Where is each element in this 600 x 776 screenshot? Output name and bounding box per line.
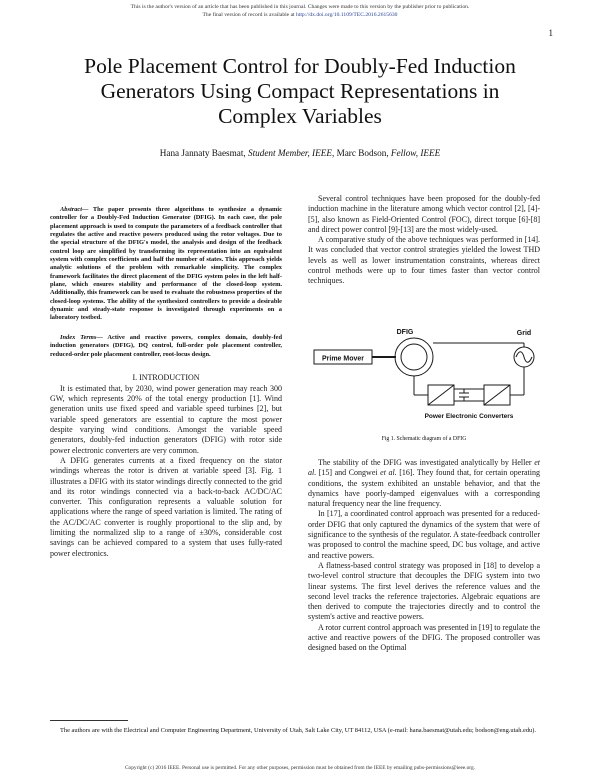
page-number: 1 xyxy=(548,28,553,38)
abstract-dash: — xyxy=(82,206,93,213)
abstract xyxy=(50,206,282,323)
section-heading-introduction: I. INTRODUCTION xyxy=(132,372,200,382)
footnote-divider xyxy=(50,720,128,721)
right-paragraph-5: A flatness-based control strategy was proposed in [18] to develop a two-level control structure that decouples the DFIG system into two linear systems. The first level derives the reference values and the second level tracks the reference trajectories. Algebraic equations are then derived to compute the trajectories directly and to control the system's active and reactive powers. xyxy=(308,560,540,622)
dfig-label: DFIG xyxy=(396,329,414,336)
right-paragraph-6: A rotor current control approach was presented in [19] to regulate the active and reactive powers of the DFIG. The proposed controller was designed based on the Optimal xyxy=(308,622,540,653)
dfig-rotor-circle xyxy=(401,344,427,370)
converter-2-diagonal xyxy=(484,385,510,405)
right-p3-etal-2: et al. xyxy=(380,468,397,478)
index-terms-text: Active and reactive powers, complex domain, doubly-fed induction generators (DFIG), DQ control, full-order pole placement controller, reduced-order pole placement controller, root-locus design. xyxy=(50,333,283,358)
figure-caption: Fig 1. Schematic diagram of a DFIG xyxy=(381,436,467,442)
right-p3-etal-1: et al. xyxy=(308,458,540,478)
right-p3-mid: [15] and Congwei xyxy=(316,468,381,478)
publication-notice xyxy=(0,4,600,11)
author-role-1: Student Member, IEEE xyxy=(248,148,332,158)
author-line xyxy=(60,148,540,158)
left-column xyxy=(50,206,282,559)
abstract-label: Abstract xyxy=(60,206,83,213)
right-paragraph-3 xyxy=(308,458,540,509)
author-role-2: Fellow, IEEE xyxy=(390,148,441,158)
doi-link[interactable]: http://dx.doi.org/10.1109/TEC.2016.2615630 xyxy=(296,12,398,18)
right-p3-pre: The stability of the DFIG was investigated analytically by Heller xyxy=(318,458,535,467)
right-p3-post: [16]. They found that, for certain operating conditions, the system exhibited an unstable behavior, and that the dynamics have poorly-damped eigenvalues with a corresponding natural frequency near the line frequency. xyxy=(308,468,540,509)
index-terms-label: Index Terms xyxy=(60,333,97,341)
publication-notice-text: This is the author's version of an article that has been published in this journal. Changes were made to this version by the publisher prior to publication. xyxy=(130,4,470,10)
grid-sine-wave xyxy=(516,352,532,363)
converter-label: Power Electronic Converters xyxy=(424,413,514,420)
paper-title: Pole Placement Control for Doubly-Fed Induction Generators Using Compact Representations in Complex Variables xyxy=(84,54,516,128)
right-column-bottom xyxy=(308,458,540,654)
intro-paragraph-1: It is estimated that, by 2030, wind power generation may reach 300 GW, which represents 20% of the total energy production [1]. Wind generation units use fixed speed and variable speed turbines [2], but variable speed generators are essential to capture the most power despite varying wind conditions. Amongst the variable speed generators, doubly-fed induction generators (DFIG) with rotor side power electronic converters are very common. xyxy=(50,383,282,455)
prime-mover-label: Prime Mover xyxy=(321,355,365,363)
right-paragraph-4: In [17], a coordinated control approach was presented for a reduced-order DFIG that only captured the dynamics of the system that were of significance to the synthesis of the regulator. A state-feedback controller was proposed to control the machine speed, DC bus voltage, and active and reactive powers. xyxy=(308,509,540,560)
copyright-notice: Copyright (c) 2016 IEEE. Personal use is permitted. For any other purposes, permission must be obtained from the IEEE by emailing pubs-permissions@ieee.org. xyxy=(124,765,476,771)
intro-paragraph-2: A DFIG generates currents at a fixed frequency on the stator windings whereas the rotor is driven at variable speed [3]. Fig. 1 illustrates a DFIG with its stator windings directly connected to the grid and its rotor windings connected via a back-to-back AC/DC/AC converter. This configuration represents a valuable solution for applications where the range of speed variation is limited. The rating of the AC/DC/AC converter is roughly proportional to the slip and, by limiting the normalized slip to a range of ±30%, considerable cost savings can be achieved compared to a system that uses fully-rated power electronics. xyxy=(50,455,282,558)
abstract-text: The paper presents three algorithms to synthesize a dynamic controller for a Doubly-Fed Induction Generator (DFIG). In each case, the pole placement approach is used to compute the parameters of a feedback controller that regulates the active and reactive powers produced using the rotor voltages. Due to the special structure of the DFIG's model, the analysis and design of the feedback control loop are simplified by transforming its representation into an equivalent system with complex coefficients and half the number of states. This approach yields analytic solutions of the problem with remarkable simplicity. The complex framework facilitates the direct placement of the DFIG system poles in the left half-plane, which ensures stability and performance of the closed-loop system. Additionally, this framework can be used to evaluate the robustness properties of the closed-loop systems. The ability of the synthesized controllers to provide a desirable dynamic and steady-state response is investigated through experiments on a laboratory testbed. xyxy=(50,206,282,322)
converter-1-diagonal xyxy=(428,385,454,405)
right-column-top xyxy=(308,194,540,287)
index-terms xyxy=(50,334,282,359)
author-name-1: Hana Jannaty Baesmat, xyxy=(159,148,249,158)
author-affiliation-footnote: The authors are with the Electrical and Computer Engineering Department, University of Utah, Salt Lake City, UT 84112, USA (e-mail: hana.baesmat@utah.edu; bodson@eng.utah.edu). xyxy=(60,727,536,734)
right-paragraph-2: A comparative study of the above techniques was performed in [14]. It was concluded that vector control strategies yielded the lowest THD levels as well as lower instrumentation constraints, whereas direct control methods were up to four times faster than vector control techniques. xyxy=(308,235,540,286)
author-separator: , Marc Bodson, xyxy=(331,148,391,158)
final-version-notice xyxy=(0,12,600,19)
final-version-text: The final version of record is available at xyxy=(202,12,295,18)
grid-label: Grid xyxy=(516,330,532,337)
index-terms-dash: — xyxy=(96,333,108,341)
right-paragraph-1: Several control techniques have been proposed for the doubly-fed induction machine in the literature among which vector control [2], [4]-[5], also known as Field-Oriented Control (FOC), direct torque [6]-[8] and direct power control [9]-[13] are the most widely-used. xyxy=(308,194,540,234)
dfig-schematic-figure xyxy=(312,323,538,423)
